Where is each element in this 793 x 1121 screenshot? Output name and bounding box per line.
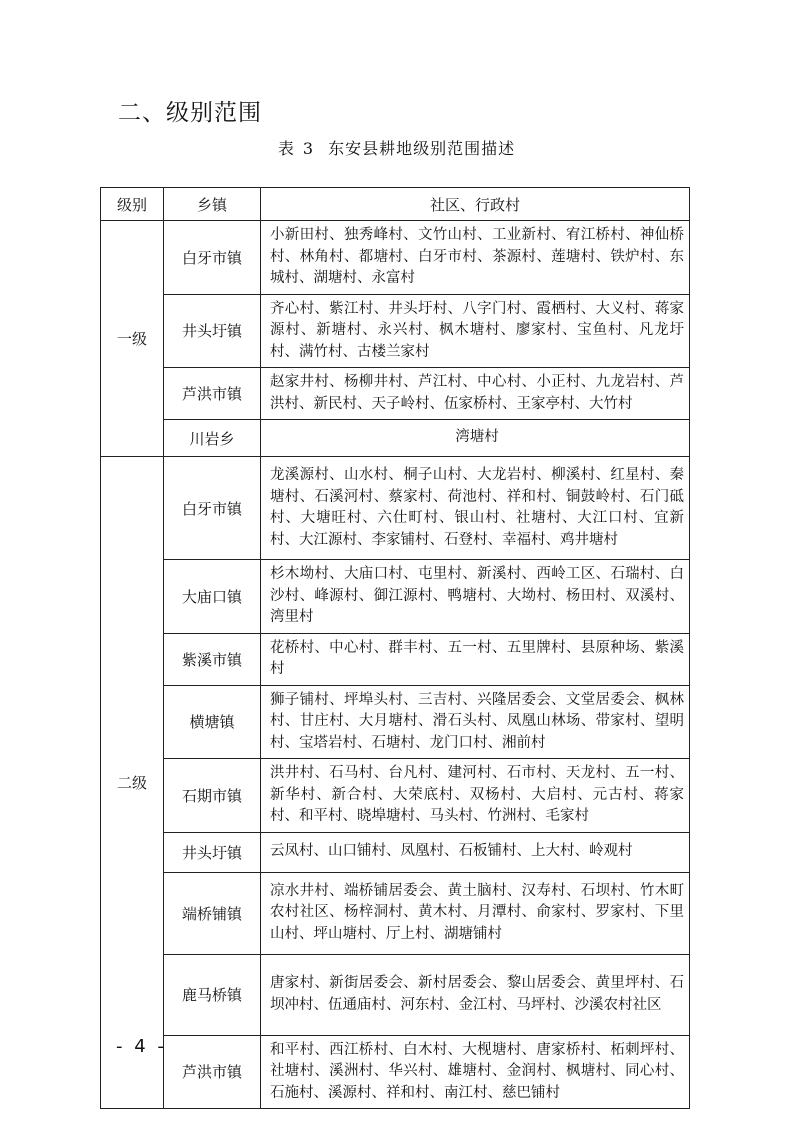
villages-cell: 唐家村、新街居委会、新村居委会、黎山居委会、黄里坪村、石坝冲村、伍通庙村、河东村、金江村、马坪村、沙溪农村社区 [261,954,690,1035]
villages-cell: 龙溪源村、山水村、桐子山村、大龙岩村、柳溪村、红星村、秦塘村、石溪河村、蔡家村、荷池村、祥和村、铜鼓岭村、石门砥村、大塘旺村、六仕町村、银山村、社塘村、大江口村、宜新村、大江源村、李家铺村、石登村、幸福村、鸡井塘村 [261,457,690,560]
town-cell: 川岩乡 [164,420,261,457]
town-cell: 石期市镇 [164,759,261,833]
table-caption [0,136,793,159]
villages-cell: 洪井村、石马村、台凡村、建河村、石市村、天龙村、五一村、新华村、新合村、大荣底村、双杨村、大启村、元古村、蒋家村、和平村、晓埠塘村、马头村、竹洲村、毛家村 [261,759,690,833]
villages-cell: 湾塘村 [261,420,690,457]
town-cell: 白牙市镇 [164,457,261,560]
section-heading: 二、级别范围 [118,100,262,126]
table-row [101,685,690,759]
town-cell: 紫溪市镇 [164,633,261,685]
villages-cell: 齐心村、紫江村、井头圩村、八字门村、霞栖村、大义村、蒋家源村、新塘村、永兴村、枫木塘村、廖家村、宝鱼村、凡龙圩村、满竹村、古楼兰家村 [261,294,690,368]
town-cell: 鹿马桥镇 [164,954,261,1035]
farmland-level-range-table [100,187,690,1109]
level-cell: 二级 [101,457,164,1109]
table-row [101,560,690,634]
town-cell: 端桥铺镇 [164,872,261,954]
table-row [101,457,690,560]
town-cell: 大庙口镇 [164,560,261,634]
villages-cell: 狮子铺村、坪埠头村、三吉村、兴隆居委会、文堂居委会、枫林村、甘庄村、大月塘村、滑石头村、凤凰山林场、带家村、望明村、宝塔岩村、石塘村、龙门口村、湘前村 [261,685,690,759]
villages-cell: 赵家井村、杨柳井村、芦江村、中心村、小正村、九龙岩村、芦洪村、新民村、天子岭村、伍家桥村、王家亭村、大竹村 [261,368,690,420]
table-row [101,633,690,685]
table-row [101,1035,690,1109]
page-number: - 4 - [116,1036,167,1057]
villages-cell: 云凤村、山口铺村、凤凰村、石板铺村、上大村、岭观村 [261,832,690,872]
table-row [101,420,690,457]
table-row [101,368,690,420]
header-villages: 社区、行政村 [261,188,690,221]
table-caption-number: 3 [302,139,315,158]
table-caption-prefix: 表 [277,139,295,158]
villages-cell: 杉木坳村、大庙口村、屯里村、新溪村、西岭工区、石瑞村、白沙村、峰源村、御江源村、鸭塘村、大坳村、杨田村、双溪村、湾里村 [261,560,690,634]
town-cell: 白牙市镇 [164,221,261,295]
villages-cell: 凉水井村、端桥铺居委会、黄土脑村、汉寿村、石坝村、竹木町农村社区、杨梓洞村、黄木村、月潭村、俞家村、罗家村、下里山村、坪山塘村、厅上村、湖塘铺村 [261,872,690,954]
villages-cell: 花桥村、中心村、群丰村、五一村、五里牌村、县原种场、紫溪村 [261,633,690,685]
header-town: 乡镇 [164,188,261,221]
table-row [101,759,690,833]
table-row [101,294,690,368]
villages-cell: 小新田村、独秀峰村、文竹山村、工业新村、宥江桥村、神仙桥村、林角村、都塘村、白牙市村、茶源村、莲塘村、铁炉村、东城村、湖塘村、永富村 [261,221,690,295]
villages-cell: 和平村、西江桥村、白木村、大枧塘村、唐家桥村、柘刺坪村、社塘村、溪洲村、华兴村、雄塘村、金润村、枫塘村、同心村、石施村、溪源村、祥和村、南江村、慈巴铺村 [261,1035,690,1109]
level-cell: 一级 [101,221,164,457]
table-row [101,954,690,1035]
town-cell: 芦洪市镇 [164,368,261,420]
table-row [101,221,690,295]
town-cell: 芦洪市镇 [164,1035,261,1109]
town-cell: 井头圩镇 [164,832,261,872]
table-header-row [101,188,690,221]
table-row [101,832,690,872]
town-cell: 横塘镇 [164,685,261,759]
table-caption-title: 东安县耕地级别范围描述 [328,139,516,158]
table-row [101,872,690,954]
town-cell: 井头圩镇 [164,294,261,368]
header-level: 级别 [101,188,164,221]
